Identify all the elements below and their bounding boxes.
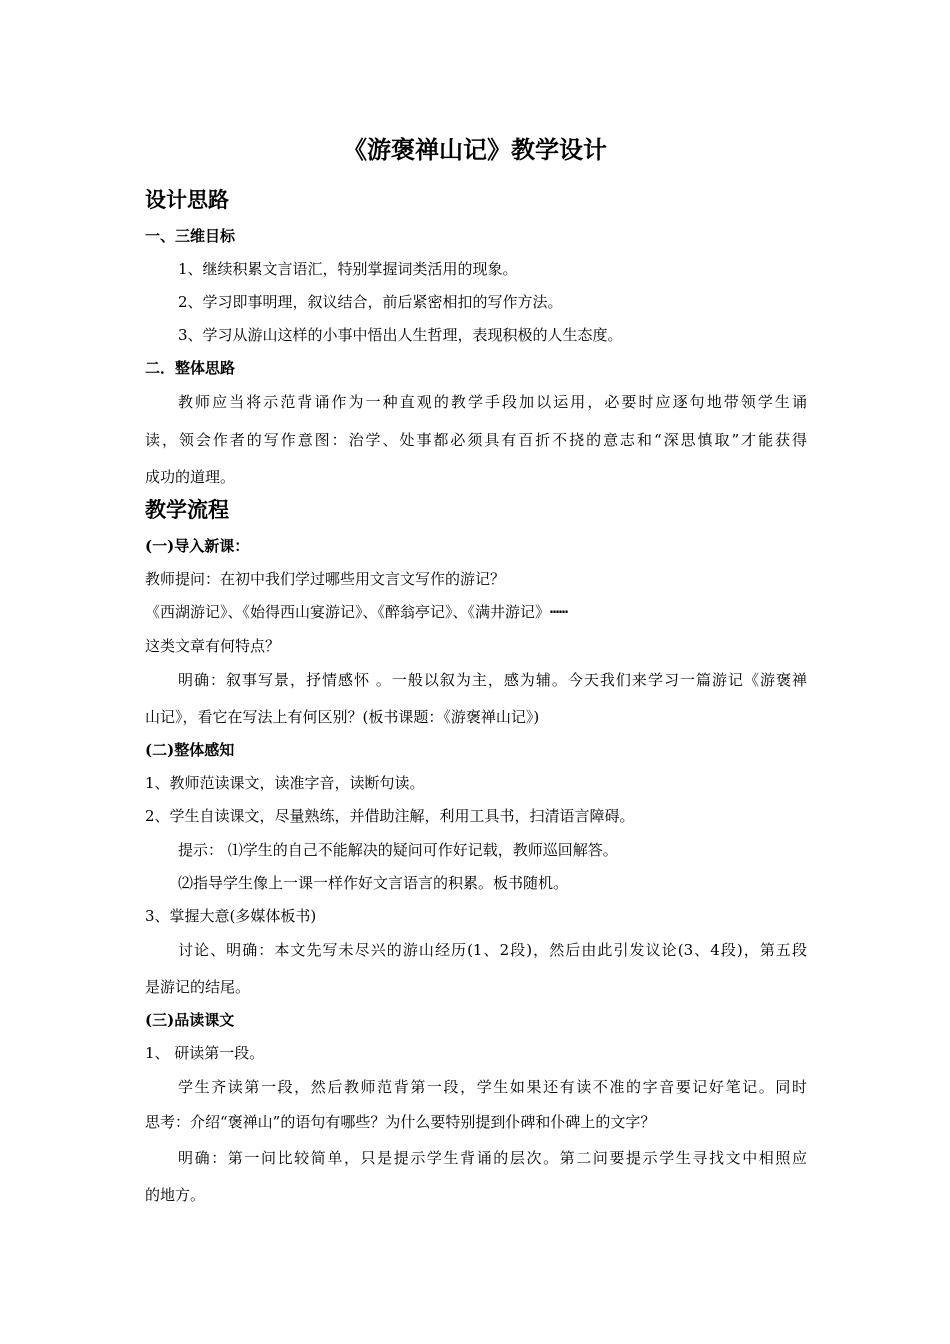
paragraph-line: 教师应当将示范背诵作为一种直观的教学手段加以运用，必要时应逐句地带领学生诵 <box>178 393 807 411</box>
text-line: 提示： ⑴学生的自己不能解决的疑问可作好记载，教师巡回解答。 <box>178 841 618 859</box>
paragraph-line: 成功的道理。 <box>145 468 236 486</box>
text-line: ⑵指导学生像上一课一样作好文言语言的积累。板书随机。 <box>178 874 569 892</box>
subheading-overall: 二．整体思路 <box>145 359 236 377</box>
subheading-intro: (一)导入新课： <box>145 537 250 555</box>
text-line: 明确：第一问比较简单，只是提示学生背诵的层次。第二问要提示学生寻找文中相照应 <box>178 1149 807 1167</box>
text-line: 1、教师范读课文，读准字音，读断句读。 <box>145 774 425 792</box>
text-line: 讨论、明确：本文先写未尽兴的游山经历(1、2段)，然后由此引发议论(3、4段)，第五段 <box>178 941 807 959</box>
text-line: 《西湖游记》、《始得西山宴游记》、《醉翁亭记》、《满井游记》┅┅ <box>145 603 569 621</box>
text-line: 1、 研读第一段。 <box>145 1044 265 1062</box>
text-line: 教师提问：在初中我们学过哪些用文言文写作的游记？ <box>145 570 506 588</box>
goal-item-1: 1、继续积累文言语汇，特别掌握词类活用的现象。 <box>178 260 518 278</box>
goal-item-3: 3、学习从游山这样的小事中悟出人生哲理，表现积极的人生态度。 <box>178 326 623 344</box>
paragraph-line: 读，领会作者的写作意图：治学、处事都必须具有百折不挠的意志和“深思慎取”才能获得 <box>145 431 807 449</box>
text-line: 3、掌握大意(多媒体板书) <box>145 907 317 925</box>
text-line: 2、学生自读课文，尽量熟练，并借助注解，利用工具书，扫清语言障碍。 <box>145 807 635 825</box>
text-line: 山记》，看它在写法上有何区别？(板书课题：《游褒禅山记》) <box>145 708 540 726</box>
section-heading-design: 设计思路 <box>145 187 229 212</box>
subheading-reading: (三)品读课文 <box>145 1011 235 1029</box>
text-line: 的地方。 <box>145 1186 206 1204</box>
text-line: 是游记的结尾。 <box>145 978 251 996</box>
text-line: 思考：介绍“褒禅山”的语句有哪些？为什么要特别提到仆碑和仆碑上的文字？ <box>145 1113 656 1131</box>
text-line: 学生齐读第一段，然后教师范背第一段，学生如果还有读不准的字音要记好笔记。同时 <box>178 1078 807 1096</box>
subheading-goals: 一、三维目标 <box>145 227 236 245</box>
goal-item-2: 2、学习即事明理，叙议结合，前后紧密相扣的写作方法。 <box>178 293 563 311</box>
section-heading-process: 教学流程 <box>145 497 229 522</box>
document-title: 《游褒禅山记》教学设计 <box>343 135 607 164</box>
subheading-perception: (二)整体感知 <box>145 741 235 759</box>
text-line: 这类文章有何特点？ <box>145 637 281 655</box>
text-line: 明确：叙事写景，抒情感怀 。一般以叙为主，感为辅。今天我们来学习一篇游记《游褒禅 <box>178 671 807 689</box>
